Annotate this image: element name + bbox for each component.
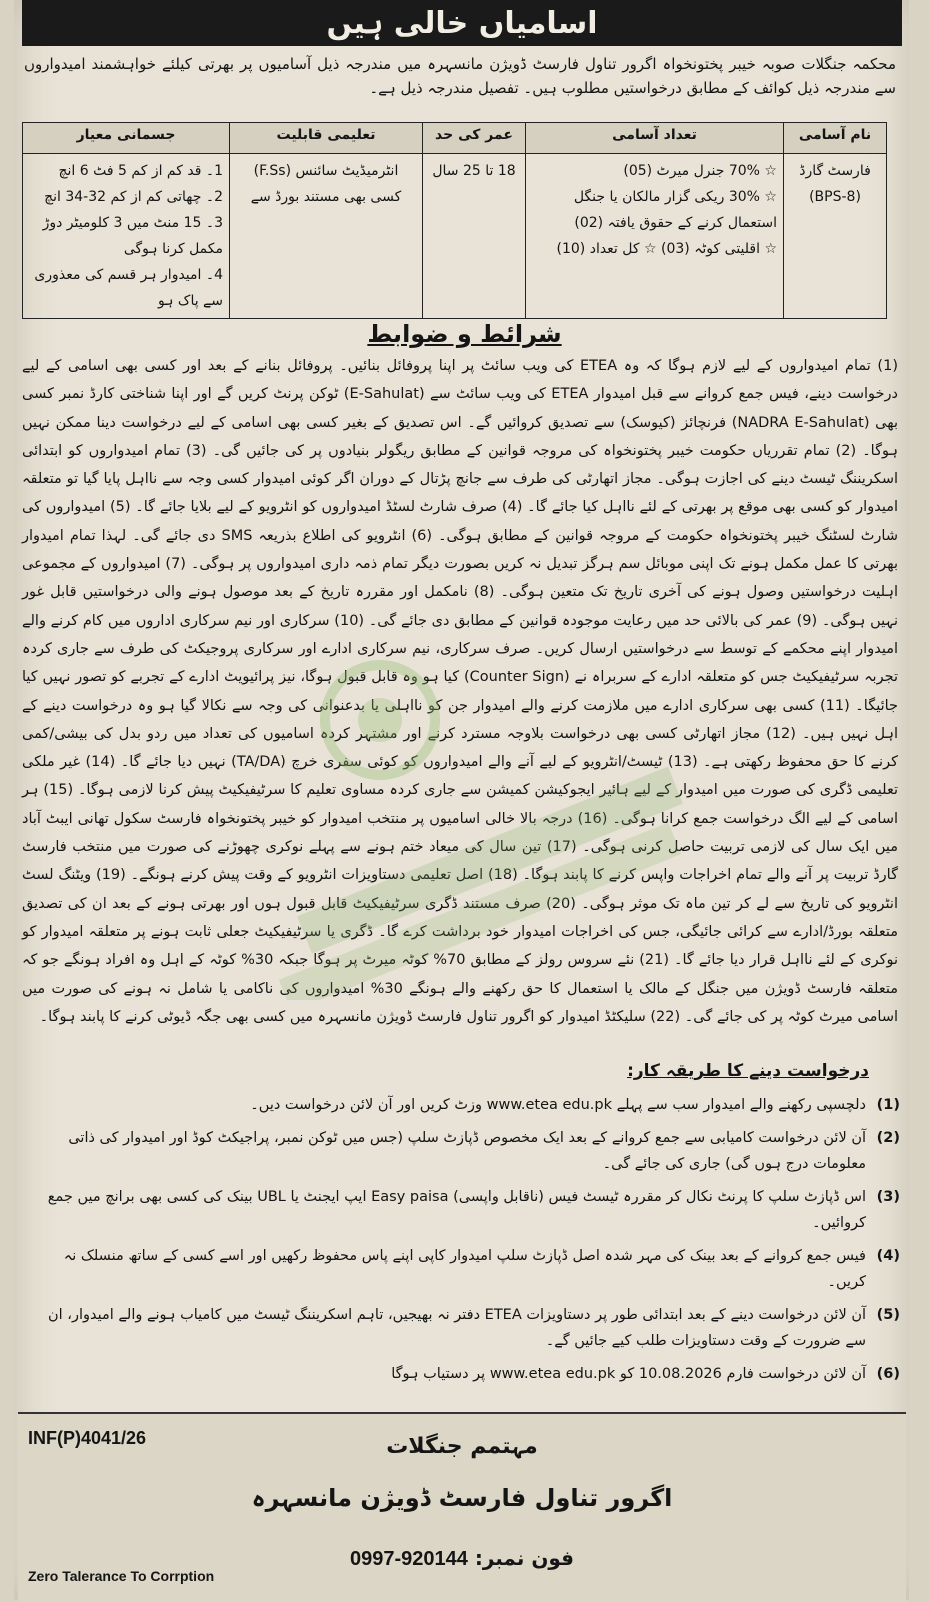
table-header-row	[23, 123, 887, 154]
list-item	[30, 1125, 900, 1177]
list-item	[30, 1243, 900, 1295]
conditions-text: (1) تمام امیدواروں کے لیے لازم ہوگا کہ وہ ETEA کی ویب سائٹ پر اپنا پروفائل بنائیں۔ پروفائل بنانے کے بعد اور کسی بھی اسامی کے لیے درخواست دینے، فیس جمع کروانے سے قبل امیدوار ETEA کی ویب سائٹ سے (E-Sahulat) ٹوکن پرنٹ کریں گے اور اپنا شناختی کارڈ نمبر کسی بھی (NADRA E-Sahulat) فرنچائز (کیوسک) سے تصدیق کروائیں گے۔ اس تصدیق کے بغیر کسی بھی اسامی کے لیے درخواست دینا ممکن نہیں ہوگا۔ (2) تمام تقرریاں حکومت خیبر پختونخواہ کی مروجہ قوانین کے مطابق ریگولر بنیادوں پر کی جائیں گی۔ (3) تمام امیدواروں کو ابتدائی اسکریننگ ٹیسٹ دینے کی اجازت ہوگی۔ مجاز اتھارٹی کی طرف سے جانچ پڑتال کے دوران اگر کوئی امیدوار کسی وجہ سے نااہل پایا گیا تو متعلقہ امیدوار کو کسی بھی موقع پر بھرتی کے لئے نااہل کیا جائے گا۔ (4) صرف شارٹ لسٹڈ امیدواروں کو انٹرویو کے لیے بلایا جائے گا۔ (5) امیدواروں کی شارٹ لسٹنگ خیبر پختونخواہ حکومت کے مروجہ قوانین کے مطابق ہوگی۔ (6) انٹرویو کی اطلاع بذریعہ SMS دی جائے گی۔ لہذا تمام امیدوار بھرتی کا عمل مکمل ہونے تک اپنی موبائل سم ہرگز تبدیل نہ کریں بصورت دیگر تمام ذمہ داری امیدواروں پر ہوگی۔ (7) امیدواروں کے مجموعی اہلیت درخواستیں وصول ہونے کی آخری تاریخ تک متعین ہوگی۔ (8) نامکمل اور مقررہ تاریخ کے بعد موصول ہونے والی درخواستیں قابل غور نہیں ہوگی۔ (9) عمر کی بالائی حد میں رعایت موجودہ قوانین کے مطابق دی جائے گی۔ (10) سرکاری اور نیم سرکاری اداروں میں کام کرنے والے امیدوار اپنے محکمے کے توسط سے درخواستیں ارسال کریں۔ صرف سرکاری، نیم سرکاری ادارے اور سرکاری پروجیکٹ کی طرف سے جاری کردہ تجربہ سرٹیفیکیٹ جس کو متعلقہ ادارے کے سربراہ نے (Counter Sign) کیا ہو وہ قابل قبول ہوگا، نیز پرائیویٹ ادارے کے تجربے کو تصور نہیں کیا جائیگا۔ (11) کسی بھی سرکاری ادارے میں ملازمت کرنے والے امیدوار جن کو نااہلی یا بدعنوانی کی وجہ سے نکالا گیا ہو وہ درخواست دینے کے اہل نہیں ہیں۔ (12) مجاز اتھارٹی کسی بھی درخواست بلاوجہ مسترد کرنے اور مشتہر کردہ اسامیوں کی تعداد میں ردو بدل کی بیشی/کمی کرنے کا حق محفوظ رکھتی ہے۔ (13) ٹیسٹ/انٹرویو کے لیے آنے والے امیدواروں کو کوئی سفری خرچ (TA/DA) نہیں دیا جائے گا۔ (14) غیر ملکی تعلیمی ڈگری کی صورت میں امیدوار کے لیے ہائیر ایجوکیشن کمیشن سے جاری کردہ مساوی تعلیم کا سرٹیفیکیٹ پیش کرنا لازمی ہوگا۔ (15) ہر اسامی کے لیے الگ درخواست جمع کرانا ہوگی۔ (16) درجہ بالا خالی اسامیوں پر منتخب امیدوار کو خیبر پختونخواہ فارسٹ سکول تھانی ایبٹ آباد میں ایک سال کی لازمی تربیت حاصل کرنی ہوگی۔ (17) تین سال کی میعاد ختم ہونے سے پہلے نوکری چھوڑنے کی صورت میں منتخب فارسٹ گارڈ تربیت پر آنے والے تمام اخراجات واپس کرنے کا پابند ہوگا۔ (18) اصل تعلیمی دستاویزات انٹرویو کے وقت پیش کرنے ہونگے۔ (19) ویٹنگ لسٹ انٹرویو کی تاریخ سے لے کر تین ماہ تک موثر ہوگی۔ (20) صرف مستند ڈگری سرٹیفیکیٹ قابل قبول ہوں اور بھرتی ہونے کے بعد ان کی تصدیق متعلقہ بورڈ/ادارے سے کرائی جائیگی، جس کی اخراجات امیدوار خود برداشت کرے گا۔ ڈگری یا سرٹیفیکیٹ جعلی ثابت ہونے پر متعلقہ امیدوار کو نوکری کے لئے نااہل قرار دیا جائے گا۔ (21) نئے سروس رولز کے مطابق 70% کوٹہ میرٹ پر ہوگا جبکہ 30% کوٹہ کے اہل وہ افراد ہونگے جو کہ متعلقہ فارسٹ ڈویژن میں جنگل کے مالک یا استعمال کا حق رکھنے والے ہونگے 30% امیدواروں کی ناکامی یا شامل نہ ہونے کی صورت میں اسامی میرٹ کوٹہ پر کی جائے گی۔ (22) سلیکٹڈ امیدوار کو اگرور تناول فارسٹ ڈویژن مانسہرہ میں کسی بھی جگہ ڈیوٹی کرنے کا پابند ہوگا۔	[22, 358, 899, 1025]
list-item	[30, 1361, 900, 1387]
list-item	[30, 1092, 900, 1118]
step-number: (6)	[876, 1366, 900, 1382]
cell-education	[230, 154, 423, 319]
post-name: فارسٹ گارڈ	[799, 163, 871, 179]
count-line: ☆ 30% ریکی گزار مالکان یا جنگل استعمال کرنے کے حقوق یافتہ (02)	[573, 189, 777, 231]
post-bps: (BPS-8)	[809, 189, 861, 205]
phone-number: 0997-920144	[349, 1548, 468, 1570]
reference-number: INF(P)4041/26	[28, 1428, 147, 1448]
table-header-post: نام آسامی	[784, 123, 887, 154]
signature-office: اگرور تناول فارسٹ ڈویژن مانسہرہ	[251, 1484, 673, 1512]
table-row	[23, 154, 887, 319]
table-header-physical: جسمانی معیار	[23, 123, 230, 154]
application-method-title: درخواست دینے کا طریقہ کار:	[627, 1061, 869, 1081]
cell-physical	[23, 154, 230, 319]
cell-age: 18 تا 25 سال	[423, 154, 526, 319]
count-line: ☆ 70% جنرل میرٹ (05)	[623, 163, 777, 179]
cell-count	[526, 154, 784, 319]
page-title: اسامیاں خالی ہیں	[22, 0, 902, 46]
vacancy-table	[22, 122, 887, 319]
signature-title: مہتمم جنگلات	[386, 1434, 538, 1459]
step-text: دلچسپی رکھنے والے امیدوار سب سے پہلے www.etea edu.pk وزٹ کریں اور آن لائن درخواست دیں۔	[250, 1097, 866, 1113]
step-text: اس ڈپازٹ سلپ کا پرنٹ نکال کر مقررہ ٹیسٹ فیس (ناقابل واپسی) Easy paisa ایپ ایجنٹ یا UBL بینک کی کسی بھی برانچ میں جمع کروائیں۔	[47, 1189, 866, 1231]
education-line: کسی بھی مستند بورڈ سے	[250, 189, 402, 205]
intro-paragraph: محکمہ جنگلات صوبہ خیبر پختونخواہ اگرور تناول فارسٹ ڈویژن مانسہرہ میں مندرجہ ذیل آسامیوں پر بھرتی کیلئے خواہشمند امیدواروں سے مندرجہ ذیل کوائف کے مطابق درخواستیں مطلوب ہیں۔ تفصیل مندرجہ ذیل ہے۔	[24, 55, 896, 97]
step-number: (3)	[876, 1189, 900, 1205]
list-item	[30, 1184, 900, 1236]
step-number: (5)	[876, 1307, 900, 1323]
conditions-title: شرائط و ضوابط	[367, 320, 562, 348]
table-header-age: عمر کی حد	[423, 123, 526, 154]
physical-line: 4۔ امیدوار ہر قسم کی معذوری سے پاک ہو	[34, 267, 223, 309]
application-steps	[30, 1092, 900, 1394]
step-text: آن لائن درخواست دینے کے بعد ابتدائی طور پر دستاویزات ETEA دفتر نہ بھیجیں، تاہم اسکریننگ ٹیسٹ میں کامیاب ہونے والے امیدوار، ان سے ضرورت کے وقت دستاویزات طلب کیے جائیں گے۔	[48, 1307, 866, 1349]
count-line: ☆ اقلیتی کوٹہ (03) ☆ کل تعداد (10)	[556, 241, 777, 257]
step-number: (4)	[876, 1248, 900, 1264]
step-text: آن لائن درخواست فارم 10.08.2026 کو www.etea edu.pk پر دستیاب ہوگا	[391, 1366, 866, 1382]
motto: Zero Talerance To Corrption	[28, 1568, 215, 1584]
list-item	[30, 1302, 900, 1354]
table-header-education: تعلیمی قابلیت	[230, 123, 423, 154]
step-number: (1)	[876, 1097, 900, 1113]
education-line: انٹرمیڈیٹ سائنس (F.Ss)	[253, 163, 399, 179]
physical-line: 3۔ 15 منٹ میں 3 کلومیٹر دوڑ مکمل کرنا ہوگی	[42, 215, 223, 257]
phone-label: فون نمبر:	[474, 1546, 575, 1570]
footer	[18, 1412, 906, 1602]
step-text: آن لائن درخواست کامیابی سے جمع کروانے کے بعد ایک مخصوص ڈپازٹ سلپ (جس میں ٹوکن نمبر، پراجیکٹ کوڈ اور امیدوار کی ذاتی معلومات درج ہوں گی) جاری کی جائے گی۔	[68, 1130, 866, 1172]
physical-line: 1۔ قد کم از کم 5 فٹ 6 انچ	[58, 163, 223, 179]
cell-post	[784, 154, 887, 319]
step-number: (2)	[876, 1130, 900, 1146]
table-header-count: تعداد آسامی	[526, 123, 784, 154]
step-text: فیس جمع کروانے کے بعد بینک کی مہر شدہ اصل ڈپازٹ سلپ امیدوار کاپی اپنے پاس محفوظ رکھیں اور اسے کسی کے ساتھ منسلک نہ کریں۔	[63, 1248, 866, 1290]
physical-line: 2۔ چھاتی کم از کم 32-34 انچ	[44, 189, 223, 205]
